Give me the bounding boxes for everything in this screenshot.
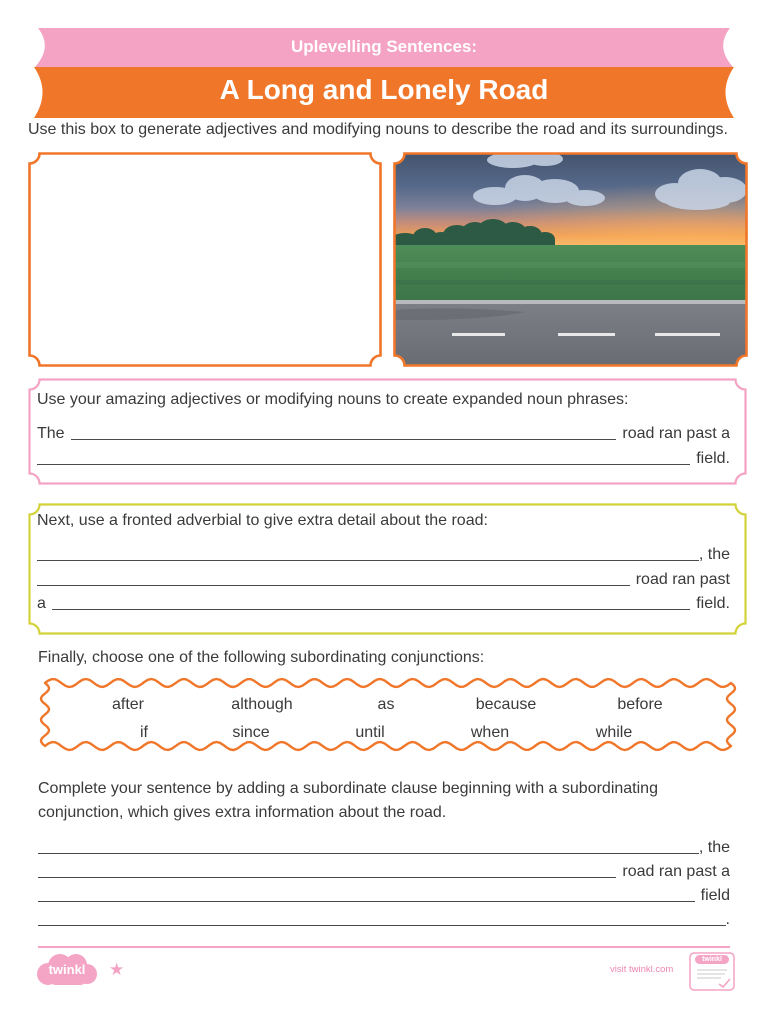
intro-instruction: Use this box to generate adjectives and modifying nouns to describe the road and its surroundings. xyxy=(28,121,728,138)
clause-line-1 xyxy=(38,838,730,858)
line-end-text: road ran past xyxy=(635,571,730,588)
conjunction-word: while xyxy=(595,724,633,741)
star-icon: ★ xyxy=(109,960,125,980)
conjunction-word: as xyxy=(377,696,395,713)
conjunction-word: until xyxy=(355,724,385,741)
website-link: visit twinkl.com xyxy=(610,964,674,975)
conjunction-word: because xyxy=(475,696,537,713)
answer-line xyxy=(37,560,699,561)
line-end-text: road ran past a xyxy=(622,425,730,442)
clause-line-4 xyxy=(38,910,730,930)
road-image-frame xyxy=(393,152,748,367)
clause-line-3 xyxy=(38,886,730,906)
answer-line xyxy=(71,439,617,440)
answer-line xyxy=(38,901,695,902)
answer-line xyxy=(38,877,616,878)
noun-phrase-line-2 xyxy=(37,449,730,469)
answer-line xyxy=(37,464,690,465)
noun-phrase-prompt: Use your amazing adjectives or modifying nouns to create expanded noun phrases: xyxy=(37,391,629,408)
line-end-text: field. xyxy=(696,450,730,467)
conjunction-word: after xyxy=(111,696,145,713)
conjunction-word: if xyxy=(140,724,148,741)
fronted-adverbial-line-3 xyxy=(37,594,730,614)
line-start-text: a xyxy=(37,595,46,612)
worksheet-title: A Long and Lonely Road xyxy=(219,74,549,105)
footer-divider xyxy=(38,946,730,948)
answer-line xyxy=(38,853,699,854)
fronted-adverbial-line-2 xyxy=(37,570,730,590)
road-image-box xyxy=(393,152,748,367)
conjunction-word: when xyxy=(470,724,510,741)
line-end-text: road ran past a xyxy=(622,863,730,880)
clause-prompt-line-1: Complete your sentence by adding a subordinate clause beginning with a subordinating xyxy=(38,780,658,797)
worksheet-subtitle: Uplevelling Sentences: xyxy=(290,37,478,56)
line-end-text: field. xyxy=(696,595,730,612)
line-end-text: , the xyxy=(698,839,730,856)
adjective-brainstorm-box xyxy=(28,152,382,367)
line-start-text: The xyxy=(37,425,65,442)
answer-line xyxy=(38,925,726,926)
line-end-text: , the xyxy=(698,546,730,563)
conjunctions-prompt: Finally, choose one of the following subordinating conjunctions: xyxy=(38,649,485,666)
fronted-adverbial-prompt: Next, use a fronted adverbial to give extra detail about the road: xyxy=(37,512,488,529)
conjunction-word: although xyxy=(231,696,293,713)
conjunction-word: since xyxy=(232,724,270,741)
badge-logo-text: twinkl xyxy=(702,956,722,963)
noun-phrase-line-1 xyxy=(37,424,730,444)
clause-line-2 xyxy=(38,862,730,882)
fronted-adverbial-line-1 xyxy=(37,545,730,565)
header-banner xyxy=(0,0,768,125)
answer-line xyxy=(37,585,630,586)
clause-prompt-line-2: conjunction, which gives extra information about the road. xyxy=(38,804,447,821)
conjunction-word: before xyxy=(617,696,663,713)
answer-line xyxy=(52,609,690,610)
line-end-text: field xyxy=(700,887,730,904)
twinkl-logo-text: twinkl xyxy=(48,962,86,977)
line-end-text: . xyxy=(725,911,730,928)
